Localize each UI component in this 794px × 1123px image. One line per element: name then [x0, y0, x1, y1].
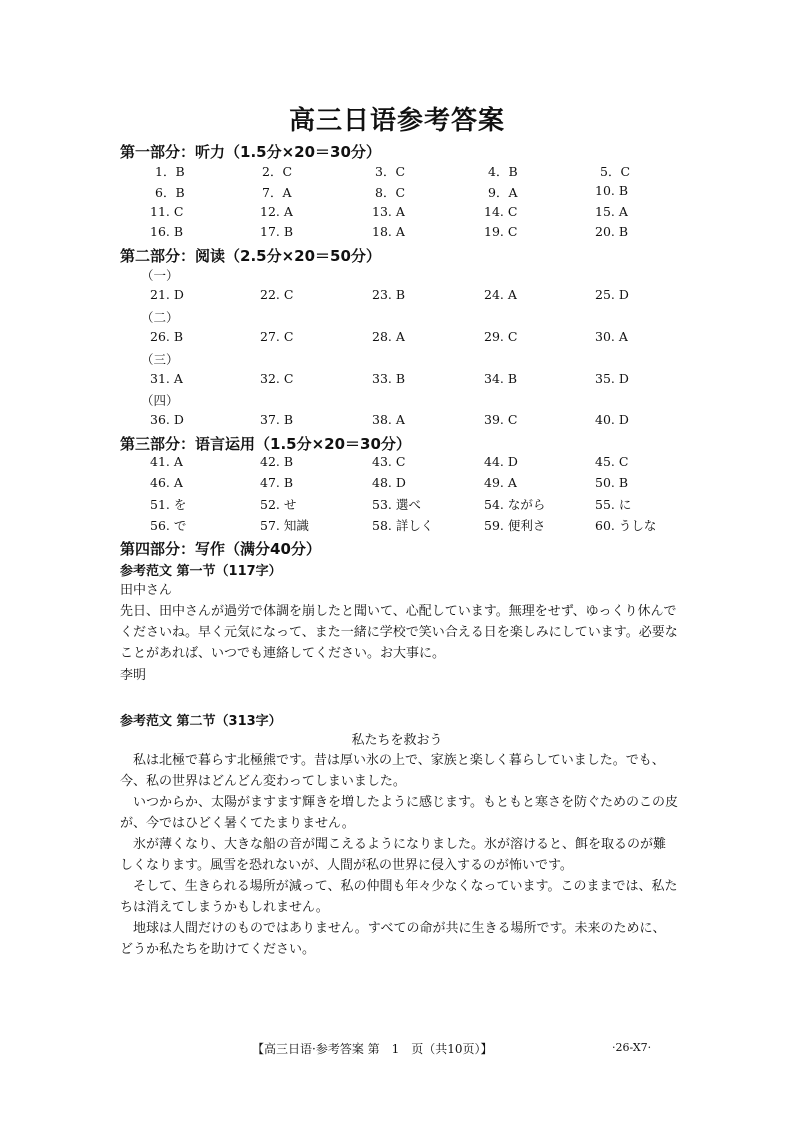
answer-cell: 32. C — [260, 371, 294, 386]
answer-cell: 56. で — [150, 518, 187, 533]
answer-cell: 13. A — [372, 204, 405, 219]
answer-cell: 48. D — [372, 475, 406, 490]
part4-heading: 第四部分：写作（满分40分） — [120, 540, 321, 558]
answer-cell: 4．B — [488, 164, 518, 179]
group-label: （三） — [141, 352, 179, 367]
answer-cell: 53. 選べ — [372, 497, 421, 512]
answer-cell: 23. B — [372, 287, 406, 302]
answer-cell: 12. A — [260, 204, 293, 219]
answer-cell: 21. D — [150, 287, 184, 302]
answer-row — [0, 329, 794, 349]
group-label: （一） — [141, 268, 179, 283]
essay-paragraph: 氷が薄くなり、大きな船の音が聞こえるようになりました。氷が溶けると、餌を取るのが難しくなります。風雪を恐れないが、人間が私の世界に侵入するのが怖いです。 — [120, 837, 667, 873]
answer-cell: 39. C — [484, 412, 518, 427]
letter-body: 先日、田中さんが過労で体調を崩したと聞いて、心配しています。無理をせず、ゆっくり休んでくださいね。早く元気になって、また一緒に学校で笑い合える日を楽しみにしています。必要なことがあれば、いつでも連絡してください。お大事に。 — [120, 604, 678, 661]
answer-cell: 35. D — [595, 371, 629, 386]
answer-row — [0, 183, 794, 203]
answer-cell: 7．A — [262, 185, 292, 200]
answer-cell: 51. を — [150, 497, 187, 512]
answer-cell: 36. D — [150, 412, 184, 427]
answer-cell: 60. うしな — [595, 518, 657, 533]
answer-cell: 34. B — [484, 371, 518, 386]
essay-paragraph: いつからか、太陽がますます輝きを増したように感じます。もともと寒さを防ぐためのこの皮が、今ではひどく暑くてたまりません。 — [120, 795, 678, 831]
answer-cell: 19. C — [484, 224, 518, 239]
answer-cell: 8．C — [375, 185, 406, 200]
section2-heading: 参考范文 第二节（313字） — [120, 714, 282, 729]
page-title: 高三日语参考答案 — [288, 106, 505, 136]
answer-row — [0, 371, 794, 391]
answer-cell: 16. B — [150, 224, 184, 239]
answer-cell: 27. C — [260, 329, 294, 344]
answer-cell: 15. A — [595, 204, 628, 219]
answer-cell: 30. A — [595, 329, 628, 344]
answer-row — [0, 287, 794, 307]
answer-cell: 33. B — [372, 371, 406, 386]
answer-cell: 6．B — [155, 185, 185, 200]
answer-cell: 57. 知識 — [260, 518, 309, 533]
essay-paragraph: 私は北極で暮らす北極熊です。昔は厚い氷の上で、家族と楽しく暮らしていました。でも、今、私の世界はどんどん変わってしまいました。 — [120, 753, 665, 789]
answer-cell: 31. A — [150, 371, 183, 386]
answer-cell: 5．C — [600, 164, 631, 179]
answer-cell: 20. B — [595, 224, 629, 239]
answer-cell: 37. B — [260, 412, 294, 427]
answer-cell: 28. A — [372, 329, 405, 344]
answer-cell: 55. に — [595, 497, 632, 512]
answer-cell: 1．B — [155, 164, 185, 179]
letter-signature: 李明 — [120, 668, 147, 683]
answer-cell: 50. B — [595, 475, 629, 490]
answer-cell: 52. せ — [260, 497, 297, 512]
answer-cell: 26. B — [150, 329, 184, 344]
answer-row — [0, 475, 794, 495]
answer-cell: 44. D — [484, 454, 518, 469]
part2-heading: 第二部分：阅读（2.5分×20＝50分） — [120, 247, 381, 265]
answer-cell: 42. B — [260, 454, 294, 469]
answer-cell: 14. C — [484, 204, 518, 219]
answer-cell: 24. A — [484, 287, 517, 302]
answer-row — [0, 204, 794, 224]
section1-heading: 参考范文 第一节（117字） — [120, 564, 282, 579]
answer-cell: 17. B — [260, 224, 294, 239]
essay-title: 私たちを救おう — [351, 733, 443, 748]
answer-cell: 2．C — [262, 164, 293, 179]
group-label: （二） — [141, 310, 179, 325]
answer-cell: 18. A — [372, 224, 405, 239]
answer-cell: 46. A — [150, 475, 183, 490]
essay-paragraph: そして、生きられる場所が減って、私の仲間も年々少なくなっています。このままでは、私たちは消えてしまうかもしれません。 — [120, 879, 678, 915]
answer-cell: 47. B — [260, 475, 294, 490]
answer-cell: 58. 詳しく — [372, 518, 434, 533]
answer-cell: 11. C — [150, 204, 184, 219]
answer-cell: 59. 便利さ — [484, 518, 546, 533]
answer-cell: 43. C — [372, 454, 406, 469]
answer-cell: 29. C — [484, 329, 518, 344]
page-code: ·26-X7· — [612, 1041, 652, 1054]
answer-row — [0, 412, 794, 432]
essay-paragraph: 地球は人間だけのものではありません。すべての命が共に生きる場所です。未来のために、どうか私たちを助けてください。 — [120, 921, 666, 957]
answer-cell: 41. A — [150, 454, 183, 469]
part1-heading: 第一部分：听力（1.5分×20＝30分） — [120, 143, 381, 161]
answer-cell: 9．A — [488, 185, 518, 200]
part3-heading: 第三部分：语言运用（1.5分×20＝30分） — [120, 435, 411, 453]
answer-row — [0, 454, 794, 474]
answer-cell: 40. D — [595, 412, 629, 427]
answer-cell: 22. C — [260, 287, 294, 302]
answer-row — [0, 516, 794, 536]
answer-cell: 49. A — [484, 475, 517, 490]
group-label: （四） — [141, 393, 179, 408]
answer-cell: 3．C — [375, 164, 406, 179]
answer-cell: 54. ながら — [484, 497, 546, 512]
answer-cell: 25. D — [595, 287, 629, 302]
answer-cell: 45. C — [595, 454, 629, 469]
answer-cell: 38. A — [372, 412, 405, 427]
letter-salutation: 田中さん — [120, 583, 173, 598]
answer-row — [0, 495, 794, 515]
answer-row — [0, 224, 794, 244]
answer-row — [0, 162, 794, 182]
page-footer: 【高三日语·参考答案 第 1 页（共10页）】 — [252, 1042, 493, 1056]
answer-cell: 10. B — [595, 183, 629, 198]
